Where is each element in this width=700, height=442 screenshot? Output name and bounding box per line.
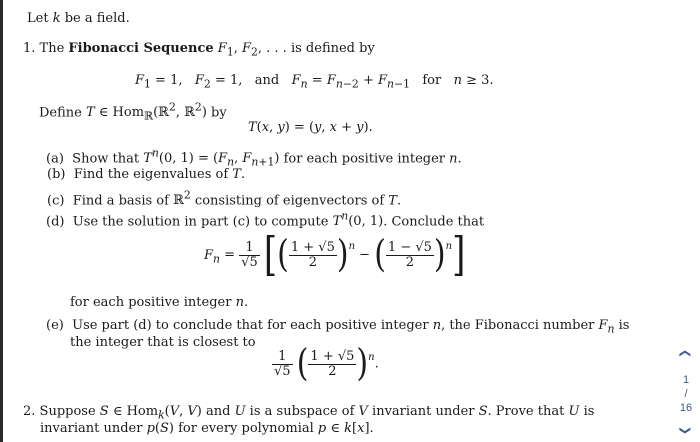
for-each-line: for each positive integer n.	[70, 295, 249, 310]
part-d: (d) Use the solution in part (c) to compute $T^n(0$, 1). Conclude that	[46, 210, 485, 230]
problem-1-lead: 1. The Fibonacci Sequence $F_1$, $F_2$, . . . is defined by	[23, 41, 375, 59]
chevron-up-icon: ❮	[679, 348, 692, 359]
define-T-line: Define T ∈ Hom$_ℝ$(ℝ$^2$, ℝ$^2$) by	[39, 101, 227, 123]
problem-2-line-2: invariant under p(S) for every polynomial p ∈ k[x].	[40, 421, 374, 436]
page-edge-bar	[0, 0, 3, 442]
closest-formula: $\frac{1}{√5}$ ( $\frac{1 + √5}{2}$ )$^n$.	[274, 341, 379, 386]
page-separator: /	[684, 388, 688, 400]
intro-line: Let k be a field.	[27, 11, 130, 26]
page-current: 1	[682, 374, 690, 386]
part-b: (b) Find the eigenvalues of T.	[47, 167, 246, 182]
page-down-button[interactable]	[678, 424, 694, 437]
part-c: (c) Find a basis of ℝ$^2$ consisting of eigenvectors of T.	[47, 189, 402, 209]
T-definition-formula: T(x, y) = (y, x + y).	[248, 120, 373, 135]
binet-formula: $F_n$ = $\frac{1}{√5}$ [( $\frac{1 + √5}{2}$ )$^n$ − ( $\frac{1 - √5}{2}$ )$^n$]	[204, 228, 466, 282]
problem-2-line-1: 2. Suppose S ∈ Hom$_k$(V, V) and U is a subspace of V invariant under S. Prove that U is	[23, 404, 595, 422]
part-e-line-2: the integer that is closest to	[70, 335, 256, 350]
chevron-down-icon: ❯	[679, 425, 692, 436]
fibonacci-definition: $F_1 = 1$, $F_2 = 1$, and $F_n = F_{n-2} + F_{n-1}$ for n ≥ 3.	[135, 73, 494, 91]
part-a: (a) Show that $T^n(0$, $1) = (F_n$, $F_{n+1}$) for each positive integer n.	[46, 147, 462, 169]
part-e-line-1: (e) Use part (d) to conclude that for each positive integer n, the Fibonacci number $F_n$ is	[46, 318, 630, 336]
page-up-button[interactable]	[678, 347, 694, 360]
page-total: 16	[679, 402, 693, 414]
